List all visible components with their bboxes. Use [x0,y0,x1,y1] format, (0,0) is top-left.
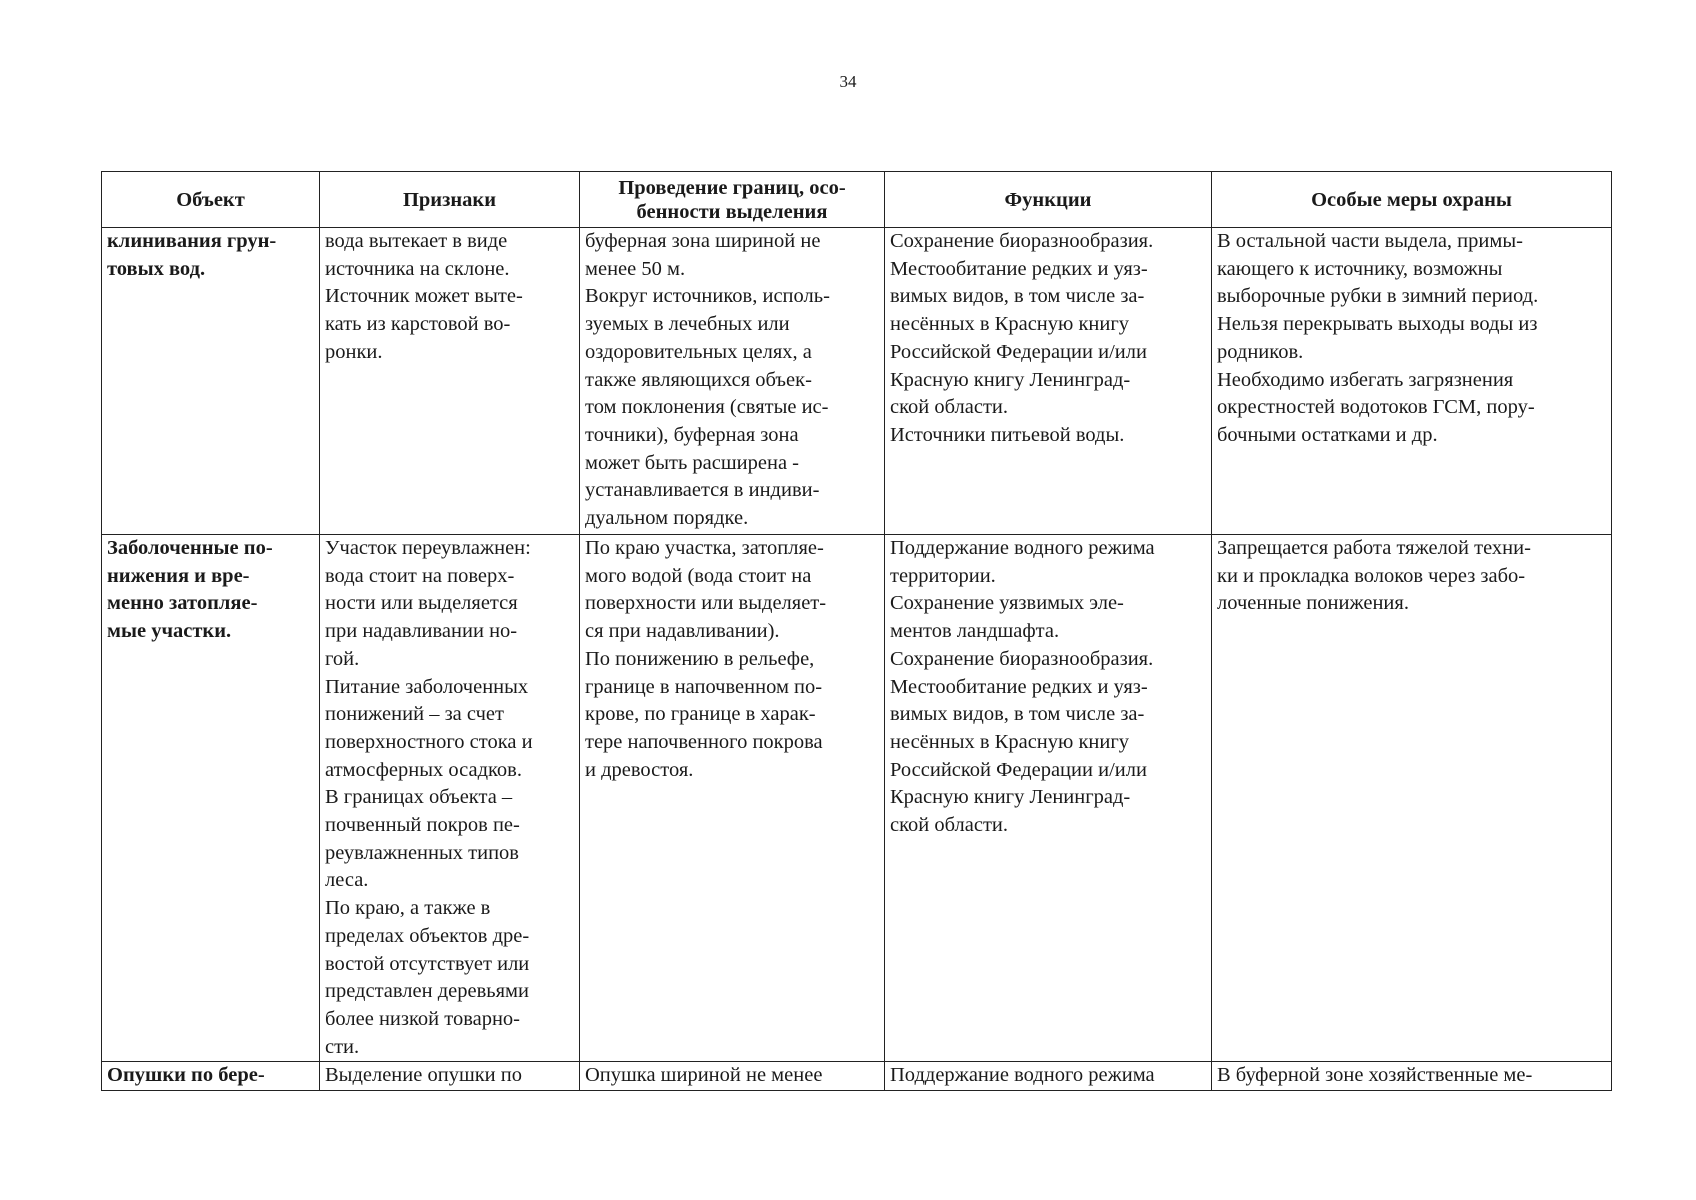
cell-signs: вода вытекает в виде источника на склоне. Источник может выте- кать из карстовой во- ронки. [320,228,580,535]
cell-boundaries: Опушка шириной не менее [580,1062,885,1091]
table-row [102,535,1612,1062]
cell-functions: Поддержание водного режима территории. Сохранение уязвимых эле- ментов ландшафта. Сохранение биоразнообразия. Местообитание редких и уяз- вимых видов, в том числе за- несённых в Красную книгу Российской Федерации и/или Красную книгу Ленинград- ской области. [885,535,1212,1062]
protection-measures-table [101,171,1612,1091]
table-row [102,1062,1612,1091]
table-header-row [102,172,1612,228]
cell-boundaries: По краю участка, затопляе- мого водой (вода стоит на поверхности или выделяет- ся при надавливании). По понижению в рельефе, границе в напочвенном по- крове, по границе в харак- тере напочвенного покрова и древостоя. [580,535,885,1062]
header-functions: Функции [885,172,1212,228]
cell-object: клинивания грун- товых вод. [102,228,320,535]
header-boundaries: Проведение границ, осо- бенности выделения [580,172,885,228]
page-number: 34 [839,72,857,91]
header-signs: Признаки [320,172,580,228]
table-row [102,228,1612,535]
cell-signs: Выделение опушки по [320,1062,580,1091]
cell-boundaries: буферная зона шириной не менее 50 м. Вокруг источников, исполь- зуемых в лечебных или оздоровительных целях, а также являющихся объек- том поклонения (святые ис- точники), буферная зона может быть расширена - устанавливается в индиви- дуальном порядке. [580,228,885,535]
header-object: Объект [102,172,320,228]
cell-protection: В остальной части выдела, примы- кающего к источнику, возможны выборочные рубки в зимний период. Нельзя перекрывать выходы воды из родников. Необходимо избегать загрязнения окрестностей водотоков ГСМ, пору- бочными остатками и др. [1212,228,1612,535]
cell-signs: Участок переувлажнен: вода стоит на поверх- ности или выделяется при надавливании но- гой. Питание заболоченных понижений – за счет поверхностного стока и атмосферных осадков. В границах объекта – почвенный покров пе- реувлажненных типов леса. По краю, а также в пределах объектов дре- востой отсутствует или представлен деревьями более низкой товарно- сти. [320,535,580,1062]
cell-functions: Сохранение биоразнообразия. Местообитание редких и уяз- вимых видов, в том числе за- несённых в Красную книгу Российской Федерации и/или Красную книгу Ленинград- ской области. Источники питьевой воды. [885,228,1212,535]
cell-protection: В буферной зоне хозяйственные ме- [1212,1062,1612,1091]
header-protection: Особые меры охраны [1212,172,1612,228]
cell-functions: Поддержание водного режима [885,1062,1212,1091]
cell-protection: Запрещается работа тяжелой техни- ки и прокладка волоков через забо- лоченные понижения. [1212,535,1612,1062]
cell-object: Заболоченные по- нижения и вре- менно затопляе- мые участки. [102,535,320,1062]
cell-object: Опушки по бере- [102,1062,320,1091]
